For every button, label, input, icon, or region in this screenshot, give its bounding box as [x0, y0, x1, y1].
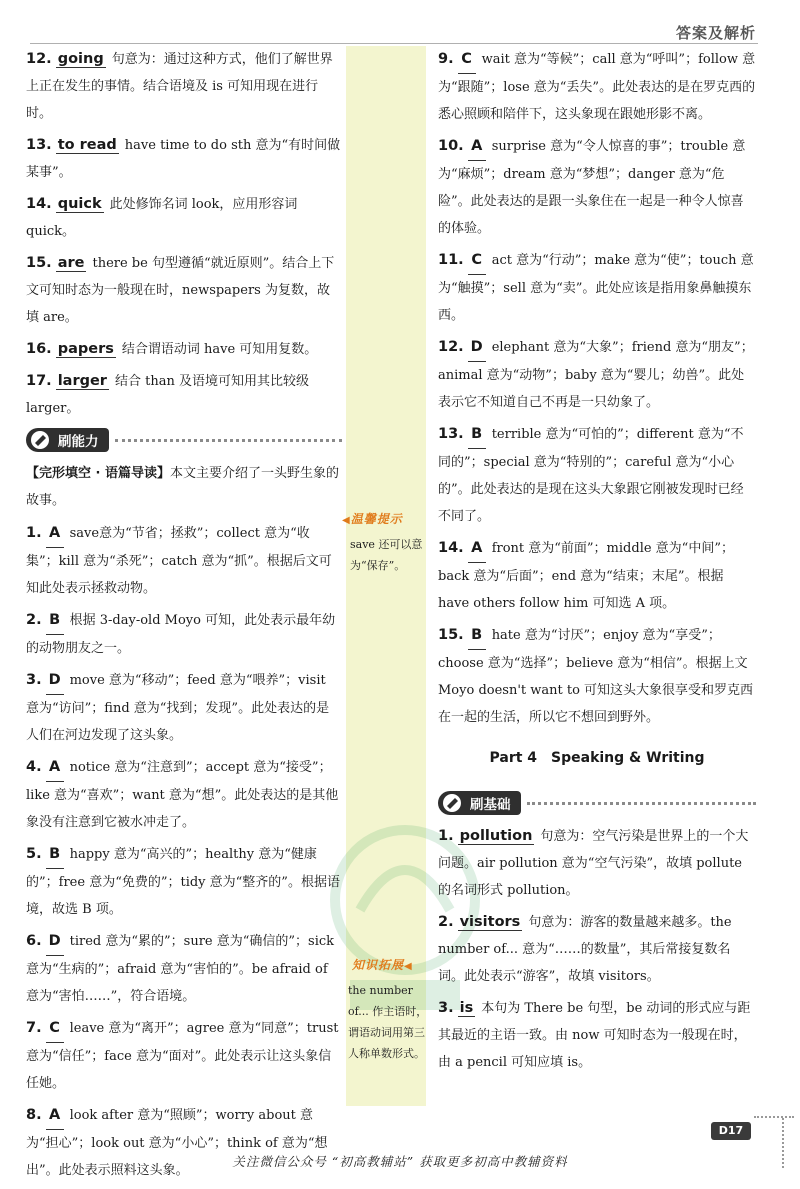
item-number: 10. [438, 138, 464, 154]
item-number: 4. [26, 759, 42, 775]
brush-icon [29, 430, 53, 450]
item-answer: B [46, 607, 64, 635]
answer-item [438, 46, 756, 128]
item-explanation: act 意为“行动”；make 意为“使”；touch 意为“触摸”；sell 意为“卖”。此处应该是指用象鼻触摸东西。 [438, 253, 754, 323]
item-number: 17. [26, 373, 52, 389]
item-explanation: save意为“节省；拯救”；collect 意为“收集”；kill 意为“杀死”；catch 意为“抓”。根据后文可知此处表示拯救动物。 [26, 526, 332, 596]
item-explanation: hate 意为“讨厌”；enjoy 意为“享受”；choose 意为“选择”；believe 意为“相信”。根据上文 Moyo doesn't want to 可知这头大象很享受和罗克西在一起的生活，所以它不想回到野外。 [438, 628, 754, 725]
item-explanation: tired 意为“累的”；sure 意为“确信的”；sick 意为“生病的”；afraid 意为“害怕的”。be afraid of 意为“害怕……”，符合语境。 [26, 934, 335, 1004]
answer-item [438, 133, 756, 242]
answer-item [438, 334, 756, 416]
item-explanation: 根据 3-day-old Moyo 可知，此处表示最年幼的动物朋友之一。 [26, 613, 336, 656]
part-heading: Part 4 Speaking & Writing [489, 750, 705, 766]
item-answer: is [459, 1000, 474, 1016]
item-number: 1. [26, 525, 42, 541]
answer-item [26, 607, 342, 662]
answer-item [26, 1102, 342, 1184]
item-answer: A [46, 520, 64, 548]
answer-item [26, 250, 342, 331]
item-answer: B [468, 421, 486, 449]
item-answer: A [46, 1102, 64, 1130]
item-answer: C [468, 247, 486, 275]
answer-item [26, 754, 342, 836]
item-answer: going [57, 51, 104, 67]
answer-item [26, 928, 342, 1010]
right-column [438, 46, 756, 1081]
answer-item [26, 132, 342, 186]
item-answer: A [468, 535, 486, 563]
item-answer: larger [57, 373, 107, 389]
page-header-title: 答案及解析 [676, 24, 757, 42]
item-answer: quick [57, 196, 102, 212]
answer-item [26, 841, 342, 923]
item-number: 8. [26, 1107, 42, 1123]
answer-item [26, 46, 342, 127]
item-number: 13. [438, 426, 464, 442]
item-number: 13. [26, 137, 52, 153]
item-explanation: have time to do sth 意为“有时间做某事”。 [26, 138, 341, 180]
item-answer: are [57, 255, 85, 271]
item-explanation: elephant 意为“大象”；friend 意为“朋友”；animal 意为“动物”；baby 意为“婴儿；幼兽”。此处表示它不知道自己不再是一只幼象了。 [438, 340, 754, 410]
item-explanation: there be 句型遵循“就近原则”。结合上下文可知时态为一般现在时，newspapers 为复数，故填 are。 [26, 256, 335, 325]
answer-item [26, 191, 342, 245]
item-number: 15. [438, 627, 464, 643]
answer-item [26, 520, 342, 602]
item-explanation: terrible 意为“可怕的”；different 意为“不同的”；special 意为“特别的”；careful 意为“小心的”。此处表达的是现在这头大象跟它刚被发现时已经不同了。 [438, 427, 744, 524]
reading-guide [26, 460, 342, 514]
footer-note: 关注微信公众号 “初高教辅站” 获取更多初高中教辅资料 [232, 1154, 568, 1169]
item-number: 9. [438, 51, 454, 67]
item-number: 6. [26, 933, 42, 949]
corner-dots [754, 1116, 794, 1118]
left-column [26, 46, 342, 1189]
item-explanation: notice 意为“注意到”；accept 意为“接受”；like 意为“喜欢”；want 意为“想”。此处表达的是其他象没有注意到它被水冲走了。 [26, 760, 339, 830]
item-number: 14. [26, 196, 52, 212]
answer-item [438, 421, 756, 530]
item-number: 5. [26, 846, 42, 862]
page-number: D17 [711, 1122, 751, 1140]
section-label: 刷基础 [470, 797, 511, 813]
tip-label-knowledge: 知识拓展◀ [352, 958, 413, 972]
item-explanation: move 意为“移动”；feed 意为“喂养”；visit 意为“访问”；find 意为“找到；发现”。此处表达的是人们在河边发现了这头象。 [26, 673, 330, 743]
answer-item [438, 823, 756, 904]
dotted-divider [527, 802, 757, 805]
item-number: 3. [26, 672, 42, 688]
item-explanation: 结合 than 及语境可知用其比较级 larger。 [26, 374, 309, 416]
brush-icon [441, 793, 465, 813]
section-label: 刷能力 [58, 434, 99, 450]
item-answer: D [46, 928, 64, 956]
tip-label-warm: ◀温馨提示 [342, 512, 403, 526]
item-explanation: 句意为：空气污染是世界上的一个大问题。air pollution 意为“空气污染”，故填 pollute 的名词形式 pollution。 [438, 829, 749, 898]
answer-item [438, 622, 756, 731]
item-number: 15. [26, 255, 52, 271]
item-number: 7. [26, 1020, 42, 1036]
dotted-divider [115, 439, 343, 442]
item-number: 2. [438, 914, 454, 930]
item-number: 2. [26, 612, 42, 628]
item-answer: C [46, 1015, 64, 1043]
item-number: 16. [26, 341, 52, 357]
item-explanation: front 意为“前面”；middle 意为“中间”；back 意为“后面”；end 意为“结束；末尾”。根据 have others follow him 可知选 A 项。 [438, 541, 734, 611]
item-number: 11. [438, 252, 464, 268]
item-number: 12. [438, 339, 464, 355]
item-answer: visitors [459, 914, 521, 930]
answer-item [26, 1015, 342, 1097]
section-badge [438, 791, 521, 815]
answer-item [438, 995, 756, 1076]
item-number: 12. [26, 51, 52, 67]
item-answer: D [468, 334, 486, 362]
item-number: 14. [438, 540, 464, 556]
item-answer: D [46, 667, 64, 695]
tip-text-warm: save 还可以意为“保存”。 [350, 538, 423, 572]
section-tag-ability [26, 428, 342, 452]
item-answer: to read [57, 137, 117, 153]
item-explanation: look after 意为“照顾”；worry about 意为“担心”；look out 意为“小心”；think of 意为“想出”。此处表示照料这头象。 [26, 1108, 328, 1178]
item-answer: pollution [459, 828, 533, 844]
item-answer: C [458, 46, 476, 74]
answer-item [438, 909, 756, 990]
item-explanation: leave 意为“离开”；agree 意为“同意”；trust 意为“信任”；face 意为“面对”。此处表示让这头象信任她。 [26, 1021, 339, 1091]
item-explanation: 句意为：通过这种方式，他们了解世界上正在发生的事情。结合语境及 is 可知用现在进行时。 [26, 52, 333, 121]
guide-text: 本文主要介绍了一头野生象的故事。 [26, 466, 340, 508]
guide-key: 【完形填空 · 语篇导读】 [26, 466, 170, 481]
item-answer: papers [57, 341, 114, 357]
header-rule [30, 43, 758, 44]
answer-item [438, 247, 756, 329]
item-explanation: surprise 意为“令人惊喜的事”；trouble 意为“麻烦”；dream 意为“梦想”；danger 意为“危险”。此处表达的是跟一头象住在一起是一种令人惊喜的体验。 [438, 139, 746, 236]
answer-item [26, 368, 342, 422]
item-explanation: 本句为 There be 句型，be 动词的形式应与距其最近的主语一致。由 now 可知时态为一般现在时，由 a pencil 可知应填 is。 [438, 1001, 751, 1070]
section-badge [26, 428, 109, 452]
item-answer: A [468, 133, 486, 161]
arrow-left-icon: ◀ [342, 515, 351, 526]
answer-item [26, 667, 342, 749]
item-answer: A [46, 754, 64, 782]
item-answer: B [46, 841, 64, 869]
item-number: 1. [438, 828, 454, 844]
arrow-left-icon: ◀ [404, 961, 413, 972]
section-tag-basics [438, 791, 756, 815]
item-explanation: 结合谓语动词 have 可知用复数。 [121, 342, 318, 357]
item-explanation: wait 意为“等候”；call 意为“呼叫”；follow 意为“跟随”；lose 意为“丢失”。此处表达的是在罗克西的悉心照顾和陪伴下，这头象现在跟她形影不离。 [438, 52, 756, 122]
tip-text-knowledge: the number of... 作主语时，谓语动词用第三人称单数形式。 [348, 984, 428, 1060]
item-explanation: 此处修饰名词 look，应用形容词 quick。 [26, 197, 298, 239]
answer-item [438, 535, 756, 617]
item-explanation: happy 意为“高兴的”；healthy 意为“健康的”；free 意为“免费的”；tidy 意为“整齐的”。根据语境，故选 B 项。 [26, 847, 340, 917]
item-explanation: 句意为：游客的数量越来越多。the number of... 意为“……的数量”，其后常接复数名词。此处表示“游客”，故填 visitors。 [438, 915, 732, 984]
item-answer: B [468, 622, 486, 650]
item-number: 3. [438, 1000, 454, 1016]
answer-item [26, 336, 342, 363]
